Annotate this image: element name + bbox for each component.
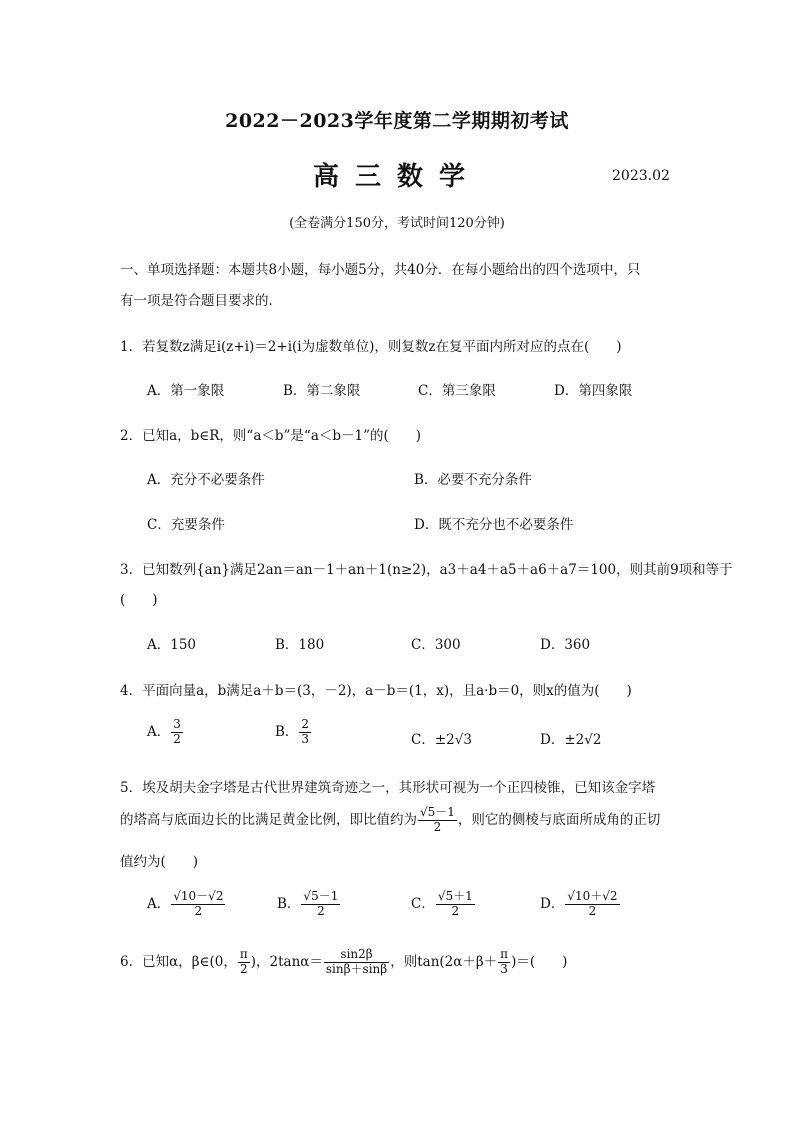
q6-stem: 6．已知α，β∈(0， $\frac{\pi}{2}$ )，2tanα＝ $\frac{\sin 2\beta}{\sin\beta+\sin\beta}$ ，则tan(2α＋β＋ $\frac{\pi}{3}$ )＝( ) [120,947,568,976]
q5-line2: 的塔高与底面边长的比满足黄金比例，即比值约为 $\frac{√5-1}{2}$ ，则它的侧棱与底面所成角的正切 [120,805,661,834]
q1-option-d: D．第四象限 [554,383,633,399]
section1-line1: 一、单项选择题：本题共8小题，每小题5分，共40分．在每小题给出的四个选项中，只 [120,262,641,278]
q5-option-c: C． $\frac{√5+1}{2}$ [411,889,473,918]
q6-pi-over-2: $\frac{\pi}{2}$ [239,947,248,976]
q1-option-a: A．第一象限 [147,383,225,399]
subject-title: 高三数学 [312,162,481,192]
q5-option-c-fraction: $\frac{√5+1}{2}$ [437,889,473,918]
q4-option-b-label: B． [275,723,299,740]
q3-stem: 3．已知数列{an}满足2an＝an－1＋an＋1(n≥2)，a3＋a4＋a5＋a6＋a7＝100，则其前9项和等于 [120,562,733,578]
q3-stem-bracket: ( ) [120,592,158,608]
q2-option-c: C．充要条件 [147,517,225,533]
q1-option-b: B．第二象限 [283,383,361,399]
q4-option-a-fraction: $\frac{3}{2}$ [173,717,181,746]
q6-sin-fraction: $\frac{\sin 2\beta}{\sin\beta+\sin\beta}$ [325,947,388,976]
exam-title: 2022－2023学年度第二学期期初考试 [225,110,569,132]
q4-stem: 4．平面向量a，b满足a＋b＝(3，－2)，a－b＝(1，x)，且a·b＝0，则x的值为( ) [120,683,632,699]
q6-pi-over-3: $\frac{\pi}{3}$ [500,947,509,976]
q5-line1: 5．埃及胡夫金字塔是古代世界建筑奇迹之一，其形状可视为一个正四棱锥，已知该金字塔 [120,780,656,796]
q2-option-b: B．必要不充分条件 [414,472,532,488]
q4-option-c: C．±2√3 [411,732,472,748]
q2-option-a: A．充分不必要条件 [147,472,265,488]
q5-option-a-fraction: $\frac{√10-√2}{2}$ [173,889,224,918]
q5-option-b-fraction: $\frac{√5-1}{2}$ [303,889,339,918]
q5-option-b: B． $\frac{√5-1}{2}$ [277,889,339,918]
q2-option-d: D．既不充分也不必要条件 [414,517,574,533]
q5-option-d: D． $\frac{√10+√2}{2}$ [540,889,618,918]
q1-option-c: C．第三象限 [418,383,496,399]
q3-option-c: C．300 [411,637,461,653]
q3-option-d: D．360 [540,637,591,653]
q5-option-a: A． $\frac{√10-√2}{2}$ [147,889,224,918]
section1-line2: 有一项是符合题目要求的． [120,293,282,309]
q3-option-a: A．150 [147,637,197,653]
exam-note: (全卷满分150分，考试时间120分钟) [289,216,505,231]
q5-line3: 值约为( ) [120,854,199,870]
q1-stem: 1．若复数z满足i(z+i)＝2+i(i为虚数单位)，则复数z在复平面内所对应的点在( ) [120,339,622,355]
q4-option-b [275,718,312,747]
q3-option-b: B．180 [275,637,325,653]
q5-option-d-fraction: $\frac{√10+√2}{2}$ [567,889,618,918]
q2-stem: 2．已知a，b∈R，则“a＜b”是“a＜b－1”的( ) [120,428,422,444]
q4-option-a [147,718,184,747]
q4-option-b-fraction: $\frac{2}{3}$ [301,717,310,746]
exam-date: 2023.02 [612,168,670,184]
q4-option-a-label: A． [147,723,171,740]
golden-ratio-fraction: $\frac{√5-1}{2}$ [420,805,455,834]
q4-option-d: D．±2√2 [540,732,602,748]
